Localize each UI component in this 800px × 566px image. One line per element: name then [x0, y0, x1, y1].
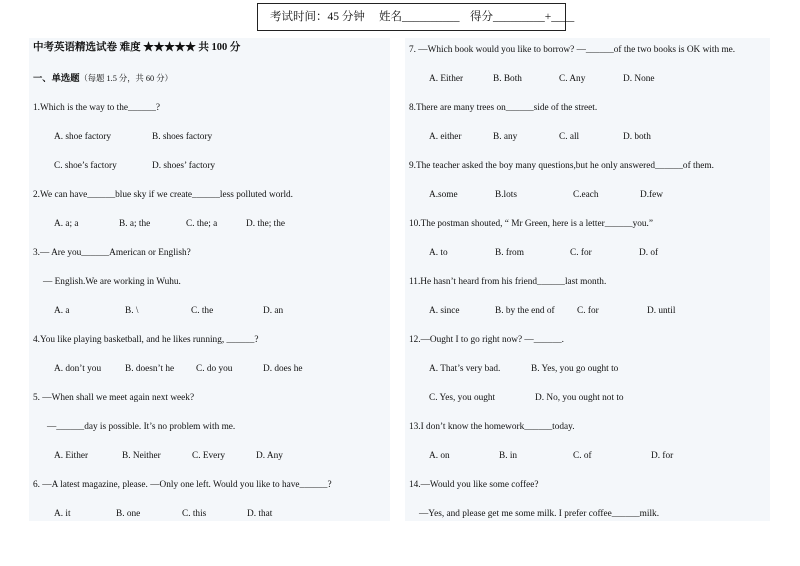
question-13-stem: 13.I don’t know the homework______today.	[409, 422, 575, 432]
question-2-option-c[interactable]: C. the; a	[186, 219, 218, 229]
question-8-option-b[interactable]: B. any	[493, 132, 518, 142]
question-3-stem: 3.— Are you______American or English?	[33, 248, 191, 258]
question-11-option-b[interactable]: B. by the end of	[495, 306, 555, 316]
question-10-option-c[interactable]: C. for	[570, 248, 592, 258]
question-7-option-d[interactable]: D. None	[623, 74, 655, 84]
question-12-option-a[interactable]: A. That’s very bad.	[429, 364, 501, 374]
question-2-option-d[interactable]: D. the; the	[246, 219, 285, 229]
section-title: 一、单选题	[33, 74, 80, 84]
question-9-option-a[interactable]: A.some	[429, 190, 458, 200]
question-7-option-a[interactable]: A. Either	[429, 74, 464, 84]
question-5-option-a[interactable]: A. Either	[54, 451, 89, 461]
question-1-option-a[interactable]: A. shoe factory	[54, 132, 112, 142]
question-11-option-c[interactable]: C. for	[577, 306, 599, 316]
question-13-option-d[interactable]: D. for	[651, 451, 674, 461]
name-field[interactable]: 姓名__________	[379, 11, 460, 23]
question-9-option-c[interactable]: C.each	[573, 190, 599, 200]
question-13-option-c[interactable]: C. of	[573, 451, 592, 461]
question-10-option-b[interactable]: B. from	[495, 248, 524, 258]
question-2-option-b[interactable]: B. a; the	[119, 219, 151, 229]
question-5-option-d[interactable]: D. Any	[256, 451, 283, 461]
question-4-option-a[interactable]: A. don’t you	[54, 364, 102, 374]
question-6-option-c[interactable]: C. this	[182, 509, 207, 519]
question-1-stem: 1.Which is the way to the______?	[33, 103, 161, 113]
question-8-option-c[interactable]: C. all	[559, 132, 580, 142]
question-5-option-b[interactable]: B. Neither	[122, 451, 161, 461]
question-6-option-b[interactable]: B. one	[116, 509, 141, 519]
exam-header-box	[257, 3, 575, 31]
question-7-option-c[interactable]: C. Any	[559, 74, 586, 84]
score-field[interactable]: 得分_________+____	[470, 11, 575, 23]
question-12-option-b[interactable]: B. Yes, you go ought to	[531, 364, 619, 374]
question-11-option-d[interactable]: D. until	[647, 306, 676, 316]
section-note: （每题 1.5 分，共 60 分）	[79, 74, 173, 83]
question-3-dialogue: — English.We are working in Wuhu.	[43, 277, 181, 287]
question-10-stem: 10.The postman shouted, “ Mr Green, here is a letter______you.”	[409, 219, 653, 229]
question-2-option-a[interactable]: A. a; a	[54, 219, 79, 229]
question-13-option-a[interactable]: A. on	[429, 451, 450, 461]
question-4-stem: 4.You like playing basketball, and he likes running, ______?	[33, 335, 259, 345]
question-13-option-b[interactable]: B. in	[499, 451, 518, 461]
section-heading	[33, 73, 173, 85]
question-8-stem: 8.There are many trees on______side of the street.	[409, 103, 598, 113]
question-1-option-b[interactable]: B. shoes factory	[152, 132, 213, 142]
question-1-option-c[interactable]: C. shoe’s factory	[54, 161, 117, 171]
question-11-stem: 11.He hasn’t heard from his friend______last month.	[409, 277, 607, 287]
question-3-option-b[interactable]: B. \	[125, 306, 139, 316]
question-6-stem: 6. —A latest magazine, please. —Only one left. Would you like to have______?	[33, 480, 332, 490]
question-5-option-c[interactable]: C. Every	[192, 451, 226, 461]
question-3-option-a[interactable]: A. a	[54, 306, 70, 316]
right-column	[405, 38, 770, 521]
paper-title: 中考英语精选试卷 难度 ★★★★★ 共 100 分	[33, 42, 241, 53]
question-8-option-a[interactable]: A. either	[429, 132, 462, 142]
question-9-option-b[interactable]: B.lots	[495, 190, 517, 200]
question-12-option-d[interactable]: D. No, you ought not to	[535, 393, 624, 403]
question-7-option-b[interactable]: B. Both	[493, 74, 522, 84]
question-14-stem: 14.—Would you like some coffee?	[409, 480, 539, 490]
question-4-option-c[interactable]: C. do you	[196, 364, 233, 374]
question-10-option-a[interactable]: A. to	[429, 248, 448, 258]
question-5-stem: 5. —When shall we meet again next week?	[33, 393, 195, 403]
exam-time: 考试时间：45 分钟	[270, 11, 365, 23]
question-5-dialogue: —______day is possible. It’s no problem with me.	[47, 422, 236, 432]
question-6-option-a[interactable]: A. it	[54, 509, 71, 519]
question-2-stem: 2.We can have______blue sky if we create______less polluted world.	[33, 190, 294, 200]
question-12-option-c[interactable]: C. Yes, you ought	[429, 393, 496, 403]
question-14-dialogue: —Yes, and please get me some milk. I prefer coffee______milk.	[419, 509, 660, 519]
question-4-option-b[interactable]: B. doesn’t he	[125, 364, 175, 374]
question-11-option-a[interactable]: A. since	[429, 306, 460, 316]
question-10-option-d[interactable]: D. of	[639, 248, 659, 258]
question-1-option-d[interactable]: D. shoes’ factory	[152, 161, 216, 171]
question-4-option-d[interactable]: D. does he	[263, 364, 303, 374]
question-9-option-d[interactable]: D.few	[640, 190, 663, 200]
question-9-stem: 9.The teacher asked the boy many questions,but he only answered______of them.	[409, 161, 714, 171]
question-3-option-c[interactable]: C. the	[191, 306, 214, 316]
left-column	[29, 38, 390, 521]
question-3-option-d[interactable]: D. an	[263, 306, 284, 316]
question-7-stem: 7. —Which book would you like to borrow? —______of the two books is OK with me.	[409, 45, 736, 55]
question-6-option-d[interactable]: D. that	[247, 509, 273, 519]
question-12-stem: 12.—Ought I to go right now? —______.	[409, 335, 564, 345]
question-8-option-d[interactable]: D. both	[623, 132, 651, 142]
